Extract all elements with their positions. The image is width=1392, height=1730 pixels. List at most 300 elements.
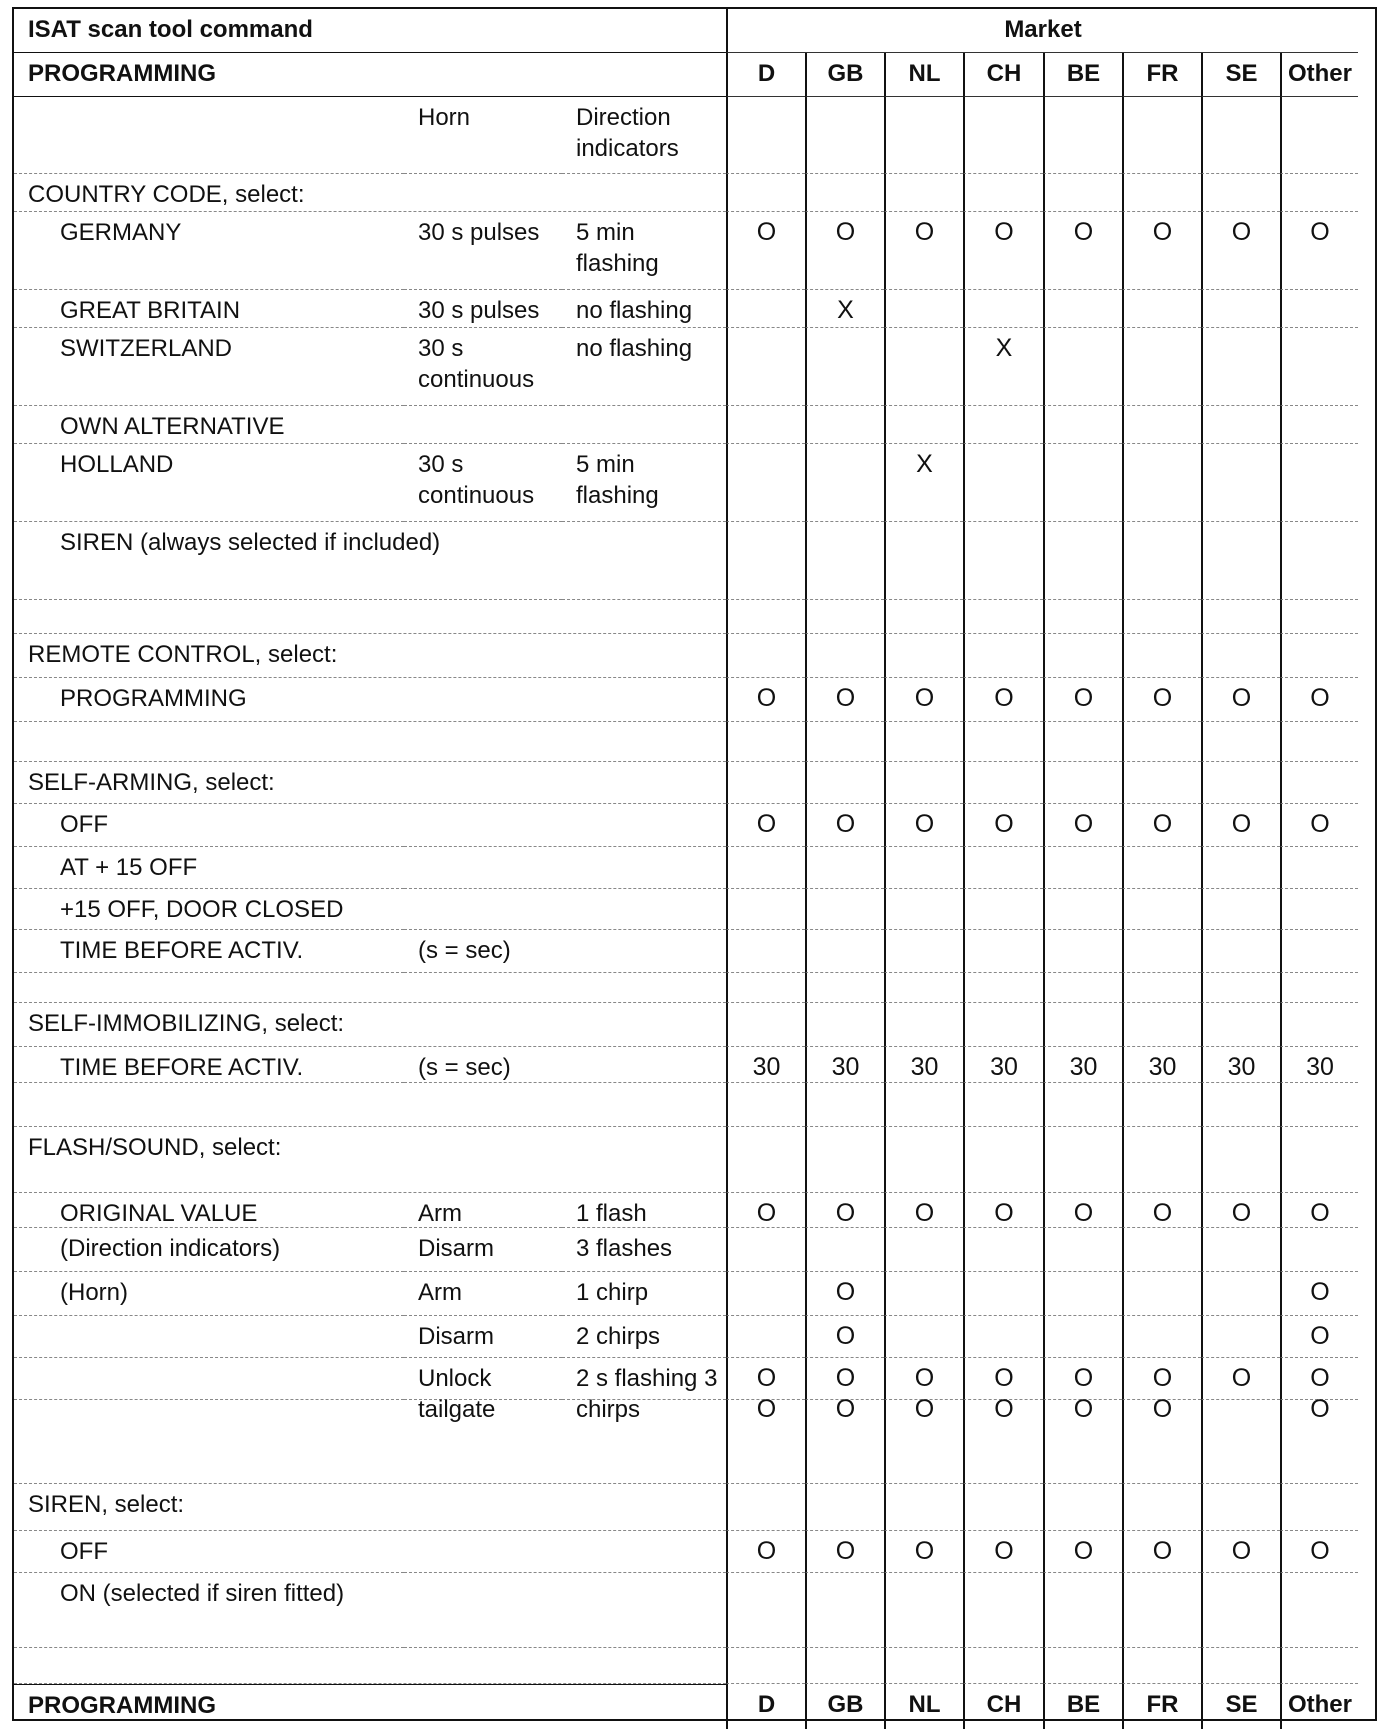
market-cell-empty (726, 1127, 805, 1193)
market-cell-empty (1201, 1400, 1280, 1484)
market-cell-empty (1201, 1648, 1280, 1684)
spacer-cell (404, 1573, 726, 1648)
market-cell-empty (805, 1003, 884, 1047)
market-cell-d (726, 1316, 805, 1358)
market-cell-be: O (1043, 678, 1122, 722)
market-cell-gb: O (805, 1272, 884, 1316)
market-cell-nl: O O (884, 1358, 963, 1400)
market-cell-se (1201, 889, 1280, 930)
market-cell-other: O (1280, 212, 1358, 290)
market-cell-empty (1122, 1127, 1201, 1193)
market-cell-other (1280, 1228, 1358, 1272)
market-cell-other (1280, 889, 1358, 930)
market-cell-empty (805, 1400, 884, 1484)
market-cell-be (1043, 1573, 1122, 1648)
market-cell-empty (1201, 600, 1280, 634)
market-cell-empty (963, 1400, 1043, 1484)
market-cell-d (726, 290, 805, 328)
market-cell-empty (963, 1127, 1043, 1193)
market-cell-se: O (1201, 1193, 1280, 1228)
market-cell-empty (1280, 1484, 1358, 1531)
market-cell-se: O (1201, 804, 1280, 847)
market-cell-empty (1280, 1400, 1358, 1484)
market-cell-be (1043, 328, 1122, 406)
market-cell-ch (963, 1228, 1043, 1272)
market-cell-be: O (1043, 804, 1122, 847)
market-cell-fr (1122, 889, 1201, 930)
market-cell-se: 30 (1201, 1047, 1280, 1083)
market-cell-nl: X (884, 444, 963, 522)
footer-market-be: BE (1043, 1684, 1122, 1729)
market-cell-empty (1201, 634, 1280, 678)
market-cell-empty (1280, 97, 1358, 174)
market-cell-gb: O (805, 212, 884, 290)
market-cell-empty (1043, 97, 1122, 174)
market-cell-se (1201, 328, 1280, 406)
market-cell-empty (1201, 97, 1280, 174)
market-cell-empty (1280, 973, 1358, 1003)
market-header-gb: GB (805, 53, 884, 97)
market-cell-nl: O (884, 212, 963, 290)
market-cell-gb: 30 (805, 1047, 884, 1083)
market-cell-empty (884, 762, 963, 804)
siren-row-label: OFF (14, 1531, 404, 1573)
market-cell-ch: O (963, 804, 1043, 847)
market-cell-gb (805, 406, 884, 444)
market-cell-ch: O (963, 678, 1043, 722)
market-cell-empty (805, 762, 884, 804)
market-cell-empty (963, 1003, 1043, 1047)
market-cell-empty (884, 600, 963, 634)
market-cell-se: O (1201, 678, 1280, 722)
market-cell-d: O (726, 678, 805, 722)
market-cell-gb (805, 930, 884, 973)
market-cell-empty (1201, 1003, 1280, 1047)
table-title: ISAT scan tool command (14, 9, 726, 53)
market-cell-fr: O (1122, 1531, 1201, 1573)
market-cell-be: O (1043, 212, 1122, 290)
market-cell-d (726, 1272, 805, 1316)
market-cell-nl (884, 930, 963, 973)
market-cell-fr (1122, 1316, 1201, 1358)
market-cell-ch (963, 406, 1043, 444)
spacer-row (14, 973, 726, 1003)
market-cell-empty (884, 1003, 963, 1047)
flash-sound-row-action: Unlock tailgate (404, 1358, 562, 1400)
country-row-label: GERMANY (14, 212, 404, 290)
market-cell-empty (963, 97, 1043, 174)
programming-table-page (12, 7, 1377, 1721)
market-cell-nl (884, 1573, 963, 1648)
market-cell-fr (1122, 406, 1201, 444)
self-arming-row-label: +15 OFF, DOOR CLOSED (14, 889, 404, 930)
market-cell-d (726, 930, 805, 973)
self-immobilizing-row-note: (s = sec) (404, 1047, 726, 1083)
market-cell-d (726, 847, 805, 889)
market-cell-empty (1280, 1003, 1358, 1047)
market-cell-other (1280, 1573, 1358, 1648)
self-arming-row-note (404, 889, 726, 930)
market-cell-empty (1201, 1484, 1280, 1531)
market-cell-empty (1201, 1083, 1280, 1127)
market-cell-nl: O (884, 678, 963, 722)
market-cell-gb (805, 889, 884, 930)
market-cell-empty (1043, 1484, 1122, 1531)
market-cell-empty (963, 1648, 1043, 1684)
market-cell-other: O (1280, 1193, 1358, 1228)
market-cell-gb (805, 522, 884, 600)
market-cell-se (1201, 1573, 1280, 1648)
market-cell-empty (726, 722, 805, 762)
market-cell-d: O O (726, 1358, 805, 1400)
market-cell-d (726, 444, 805, 522)
market-cell-be: O (1043, 1193, 1122, 1228)
market-cell-gb: O (805, 1193, 884, 1228)
market-cell-fr (1122, 290, 1201, 328)
market-cell-fr: O (1122, 212, 1201, 290)
market-cell-fr: O (1122, 1193, 1201, 1228)
market-cell-fr (1122, 930, 1201, 973)
market-cell-empty (1122, 174, 1201, 212)
country-row-dir: no flashing (562, 290, 726, 328)
market-cell-empty (963, 634, 1043, 678)
market-cell-empty (726, 1400, 805, 1484)
market-cell-se: O (1201, 1358, 1280, 1400)
market-cell-ch (963, 847, 1043, 889)
market-cell-ch: 30 (963, 1047, 1043, 1083)
market-cell-empty (884, 97, 963, 174)
market-cell-empty (884, 174, 963, 212)
market-cell-gb (805, 1573, 884, 1648)
market-cell-nl: O (884, 1531, 963, 1573)
flash-sound-row-effect: 2 s flashing 3 chirps (562, 1358, 726, 1400)
market-cell-other (1280, 930, 1358, 973)
market-cell-empty (1122, 1083, 1201, 1127)
spacer-row (14, 1648, 726, 1684)
market-cell-se (1201, 1316, 1280, 1358)
market-cell-other (1280, 406, 1358, 444)
market-cell-d (726, 889, 805, 930)
spacer-row (14, 1083, 726, 1127)
market-label: Market (726, 9, 1358, 53)
market-cell-empty (963, 973, 1043, 1003)
market-header-fr: FR (1122, 53, 1201, 97)
market-cell-gb (805, 328, 884, 406)
market-cell-empty (1043, 1400, 1122, 1484)
market-cell-other (1280, 522, 1358, 600)
market-cell-se (1201, 847, 1280, 889)
market-cell-d: O (726, 1193, 805, 1228)
market-cell-nl (884, 1272, 963, 1316)
market-cell-be (1043, 930, 1122, 973)
market-cell-empty (1201, 174, 1280, 212)
footer-label: PROGRAMMING (14, 1684, 726, 1729)
market-cell-empty (1043, 1083, 1122, 1127)
market-cell-empty (805, 973, 884, 1003)
footer-market-d: D (726, 1684, 805, 1729)
self-arming-row-label: AT + 15 OFF (14, 847, 404, 889)
market-cell-empty (726, 762, 805, 804)
market-cell-ch (963, 522, 1043, 600)
market-cell-nl (884, 847, 963, 889)
self-arming-row-note (404, 847, 726, 889)
market-cell-empty (726, 973, 805, 1003)
market-cell-empty (963, 174, 1043, 212)
market-cell-ch: O (963, 1193, 1043, 1228)
market-cell-empty (884, 1127, 963, 1193)
market-cell-ch: O (963, 1531, 1043, 1573)
market-cell-empty (805, 722, 884, 762)
market-cell-empty (963, 1083, 1043, 1127)
country-row-horn (404, 406, 562, 444)
market-cell-se (1201, 1272, 1280, 1316)
remote-row-label: PROGRAMMING (14, 678, 726, 722)
market-cell-empty (1280, 1648, 1358, 1684)
market-cell-fr (1122, 1272, 1201, 1316)
market-cell-fr (1122, 847, 1201, 889)
flash-sound-row-effect: 1 chirp (562, 1272, 726, 1316)
country-row-label: SWITZERLAND (14, 328, 404, 406)
market-cell-empty (805, 634, 884, 678)
country-row-horn: 30 s pulses (404, 290, 562, 328)
market-cell-se: O (1201, 212, 1280, 290)
market-cell-ch (963, 1272, 1043, 1316)
market-cell-empty (805, 1127, 884, 1193)
market-cell-ch (963, 889, 1043, 930)
market-cell-fr (1122, 522, 1201, 600)
country-row-label: SIREN (always selected if included) (14, 522, 562, 600)
market-cell-empty (1280, 174, 1358, 212)
market-cell-empty (805, 174, 884, 212)
market-cell-fr: 30 (1122, 1047, 1201, 1083)
market-cell-d: 30 (726, 1047, 805, 1083)
market-cell-other: O (1280, 1272, 1358, 1316)
market-cell-empty (1280, 1083, 1358, 1127)
market-header-d: D (726, 53, 805, 97)
market-header-other: Other (1280, 53, 1358, 97)
market-cell-empty (805, 1083, 884, 1127)
market-cell-gb: O (805, 1531, 884, 1573)
market-cell-empty (1043, 722, 1122, 762)
market-cell-empty (1122, 600, 1201, 634)
market-cell-ch: X (963, 328, 1043, 406)
market-cell-empty (726, 634, 805, 678)
flash-sound-row-action: Arm (404, 1272, 562, 1316)
market-cell-empty (1122, 1648, 1201, 1684)
market-cell-nl (884, 1228, 963, 1272)
market-cell-nl: O (884, 1193, 963, 1228)
direction-column-label: Direction indicators (562, 97, 726, 174)
market-cell-fr (1122, 1228, 1201, 1272)
market-cell-empty (884, 1083, 963, 1127)
market-cell-other: O (1280, 1531, 1358, 1573)
flash-sound-row-label: (Horn) (14, 1272, 404, 1316)
market-cell-nl (884, 328, 963, 406)
country-row-label: OWN ALTERNATIVE (14, 406, 404, 444)
market-cell-empty (1043, 762, 1122, 804)
market-cell-be (1043, 1316, 1122, 1358)
country-row-label: GREAT BRITAIN (14, 290, 404, 328)
market-cell-nl: 30 (884, 1047, 963, 1083)
spacer-cell (404, 1531, 726, 1573)
market-cell-empty (726, 600, 805, 634)
market-cell-empty (884, 1400, 963, 1484)
country-row-horn: 30 s continuous (404, 328, 562, 406)
market-cell-se (1201, 444, 1280, 522)
footer-market-other: Other (1280, 1684, 1358, 1729)
flash-sound-row-action: Disarm (404, 1228, 562, 1272)
market-cell-gb: X (805, 290, 884, 328)
market-cell-d: O (726, 804, 805, 847)
market-cell-empty (1280, 762, 1358, 804)
market-cell-empty (1122, 722, 1201, 762)
self-arming-row-label: TIME BEFORE ACTIV. (14, 930, 404, 973)
self-immobilizing-row-label: TIME BEFORE ACTIV. (14, 1047, 404, 1083)
section-heading-self-arming: SELF-ARMING, select: (14, 762, 726, 804)
market-cell-fr (1122, 328, 1201, 406)
flash-sound-row-effect: 2 chirps (562, 1316, 726, 1358)
flash-sound-row-action: Disarm (404, 1316, 562, 1358)
market-cell-gb: O (805, 804, 884, 847)
market-cell-empty (884, 1484, 963, 1531)
market-cell-se (1201, 522, 1280, 600)
market-cell-ch: O O (963, 1358, 1043, 1400)
market-cell-ch (963, 1316, 1043, 1358)
flash-sound-row-effect: 1 flash (562, 1193, 726, 1228)
market-cell-fr: O (1122, 804, 1201, 847)
market-cell-be: O O (1043, 1358, 1122, 1400)
market-cell-empty (726, 1484, 805, 1531)
table-subtitle: PROGRAMMING (14, 53, 726, 97)
country-row-dir: 5 min flashing (562, 212, 726, 290)
country-row-dir: no flashing (562, 328, 726, 406)
market-cell-empty (1043, 174, 1122, 212)
footer-market-se: SE (1201, 1684, 1280, 1729)
market-cell-empty (726, 174, 805, 212)
market-cell-d (726, 522, 805, 600)
market-cell-empty (884, 1648, 963, 1684)
market-cell-empty (1122, 1484, 1201, 1531)
market-cell-be (1043, 290, 1122, 328)
market-cell-d: O (726, 212, 805, 290)
market-cell-empty (1280, 1127, 1358, 1193)
market-cell-fr: O (1122, 678, 1201, 722)
siren-row-label: ON (selected if siren fitted) (14, 1573, 404, 1648)
market-cell-nl (884, 889, 963, 930)
market-cell-empty (1280, 722, 1358, 762)
market-cell-fr (1122, 444, 1201, 522)
country-row-horn: 30 s pulses (404, 212, 562, 290)
market-cell-other: 30 (1280, 1047, 1358, 1083)
market-cell-se (1201, 1228, 1280, 1272)
market-cell-d (726, 1573, 805, 1648)
market-cell-fr (1122, 1573, 1201, 1648)
market-cell-other (1280, 328, 1358, 406)
market-cell-empty (805, 1648, 884, 1684)
market-cell-empty (1122, 1400, 1201, 1484)
spacer-row (14, 722, 726, 762)
market-cell-empty (1122, 1003, 1201, 1047)
country-row-dir: 5 min flashing (562, 444, 726, 522)
market-cell-empty (1122, 97, 1201, 174)
market-cell-empty (1043, 1127, 1122, 1193)
market-cell-empty (1043, 1648, 1122, 1684)
market-cell-be (1043, 847, 1122, 889)
market-cell-empty (805, 600, 884, 634)
market-cell-other (1280, 847, 1358, 889)
self-arming-row-note (404, 804, 726, 847)
market-cell-nl (884, 522, 963, 600)
market-cell-empty (1280, 634, 1358, 678)
market-cell-empty (1201, 973, 1280, 1003)
country-row-horn: 30 s continuous (404, 444, 562, 522)
market-cell-empty (884, 634, 963, 678)
market-cell-be (1043, 406, 1122, 444)
market-cell-d (726, 1228, 805, 1272)
market-cell-d (726, 328, 805, 406)
market-cell-ch (963, 930, 1043, 973)
market-cell-other: O (1280, 1316, 1358, 1358)
market-cell-empty (1201, 1127, 1280, 1193)
footer-market-ch: CH (963, 1684, 1043, 1729)
market-cell-d: O (726, 1531, 805, 1573)
self-arming-row-label: OFF (14, 804, 404, 847)
market-cell-empty (1043, 1003, 1122, 1047)
market-cell-empty (963, 762, 1043, 804)
market-cell-empty (963, 600, 1043, 634)
market-cell-empty (1122, 762, 1201, 804)
market-cell-d (726, 406, 805, 444)
market-cell-empty (1043, 973, 1122, 1003)
flash-sound-row-label (14, 1358, 404, 1400)
flash-sound-row-label (14, 1316, 404, 1358)
market-cell-other: O (1280, 804, 1358, 847)
market-cell-be (1043, 1272, 1122, 1316)
flash-sound-row-label: ORIGINAL VALUE (14, 1193, 404, 1228)
market-cell-gb: O (805, 1316, 884, 1358)
market-cell-other: O (1280, 678, 1358, 722)
market-cell-empty (805, 1484, 884, 1531)
market-header-se: SE (1201, 53, 1280, 97)
market-cell-empty (1280, 600, 1358, 634)
market-cell-gb (805, 847, 884, 889)
market-cell-empty (726, 1083, 805, 1127)
country-row-label: HOLLAND (14, 444, 404, 522)
market-cell-be: O (1043, 1531, 1122, 1573)
market-cell-empty (1043, 600, 1122, 634)
section-heading-self-immobilizing: SELF-IMMOBILIZING, select: (14, 1003, 726, 1047)
market-cell-empty (884, 973, 963, 1003)
market-cell-empty (963, 722, 1043, 762)
market-cell-ch (963, 290, 1043, 328)
market-cell-nl (884, 290, 963, 328)
footer-market-nl: NL (884, 1684, 963, 1729)
market-cell-empty (1043, 634, 1122, 678)
spacer-row (14, 600, 726, 634)
market-cell-other (1280, 290, 1358, 328)
market-header-nl: NL (884, 53, 963, 97)
market-cell-se (1201, 930, 1280, 973)
market-cell-se: O (1201, 1531, 1280, 1573)
market-cell-other (1280, 444, 1358, 522)
market-cell-gb (805, 1228, 884, 1272)
market-cell-empty (805, 97, 884, 174)
market-cell-ch: O (963, 212, 1043, 290)
footer-market-gb: GB (805, 1684, 884, 1729)
country-row-dir (562, 406, 726, 444)
market-cell-empty (1122, 634, 1201, 678)
market-cell-nl (884, 1316, 963, 1358)
